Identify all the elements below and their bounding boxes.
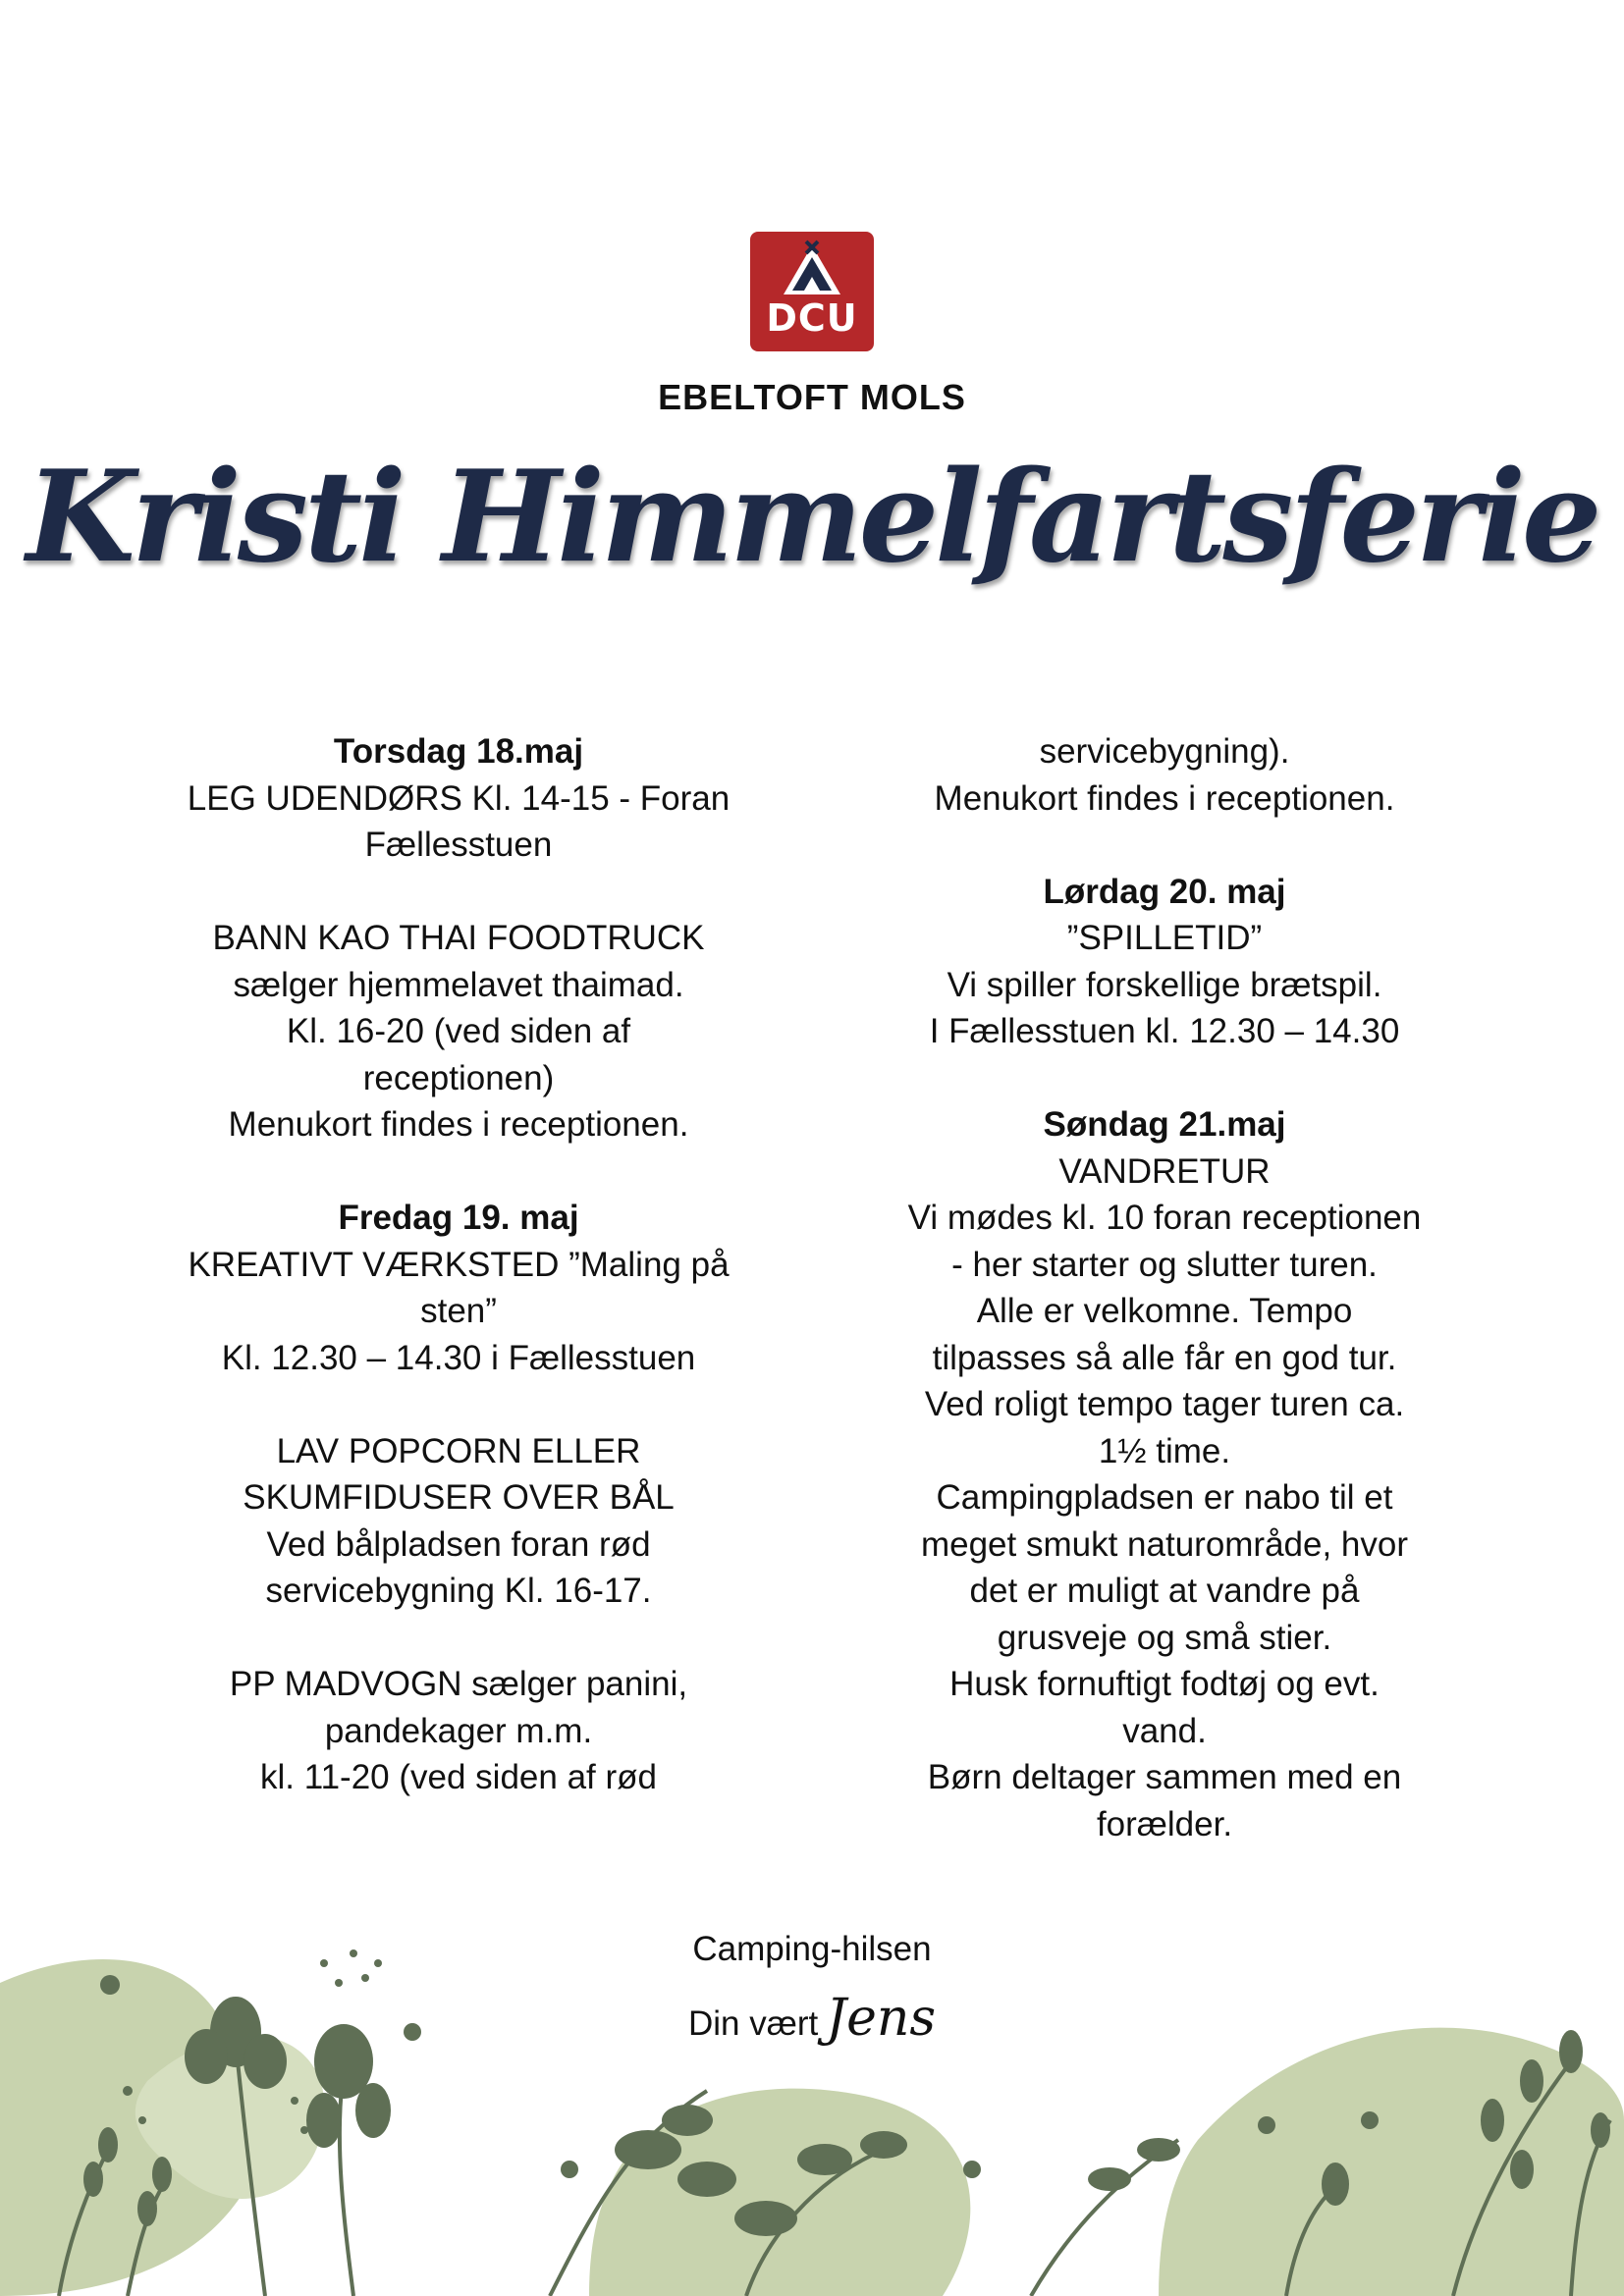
green-blob-center	[589, 2089, 970, 2296]
schedule-line: PP MADVOGN sælger panini,	[229, 1665, 688, 1703]
schedule-line: Campingpladsen er nabo til et	[936, 1478, 1393, 1517]
schedule-line: Ved roligt tempo tager turen ca.	[924, 1385, 1405, 1423]
schedule-line: Kl. 16-20 (ved siden af	[286, 1012, 631, 1050]
paragraph-gap	[144, 1148, 773, 1196]
schedule-line: Menukort findes i receptionen.	[934, 778, 1395, 818]
schedule-line: receptionen)	[362, 1058, 555, 1097]
schedule-line: pandekager m.m.	[324, 1711, 593, 1750]
signature-host	[0, 1989, 1624, 2048]
schedule-line: Alle er velkomne. Tempo	[976, 1292, 1353, 1330]
schedule-line: meget smukt naturområde, hvor	[920, 1524, 1409, 1564]
signature-greeting: Camping-hilsen	[692, 1930, 932, 1968]
schedule-line: KREATIVT VÆRKSTED ”Maling på	[188, 1245, 730, 1284]
schedule-line: det er muligt at vandre på	[969, 1572, 1360, 1610]
logo-text: DCU	[766, 296, 858, 340]
schedule-line: LEG UDENDØRS Kl. 14-15 - Foran	[187, 778, 731, 818]
paragraph-gap	[144, 1615, 773, 1662]
day-heading: Torsdag 18.maj	[333, 732, 584, 771]
schedule-line: Husk fornuftigt fodtøj og evt.	[949, 1665, 1380, 1703]
schedule-line: VANDRETUR	[1058, 1151, 1271, 1191]
host-prefix: Din vært	[687, 2004, 819, 2043]
schedule-line: Fællesstuen	[364, 826, 553, 864]
page-title: Kristi Himmelfartsferie	[26, 444, 1598, 591]
schedule-line: sten”	[420, 1292, 497, 1330]
schedule-line: Ved bålpladsen foran rød	[266, 1524, 651, 1564]
schedule-line: LAV POPCORN ELLER	[276, 1431, 641, 1470]
schedule-line: Menukort findes i receptionen.	[228, 1105, 689, 1144]
paragraph-gap	[850, 1055, 1479, 1102]
schedule-line: vand.	[1122, 1711, 1207, 1750]
green-blob-right	[1159, 2028, 1624, 2296]
schedule-line: Kl. 12.30 – 14.30 i Fællesstuen	[221, 1338, 696, 1377]
day-heading: Fredag 19. maj	[338, 1199, 579, 1237]
schedule-line: servicebygning).	[1039, 732, 1290, 771]
schedule-line: kl. 11-20 (ved siden af rød	[260, 1758, 657, 1796]
day-heading: Lørdag 20. maj	[1043, 872, 1286, 911]
schedule-line: 1½ time.	[1098, 1431, 1231, 1470]
schedule-line: I Fællesstuen kl. 12.30 – 14.30	[929, 1012, 1400, 1050]
day-heading: Søndag 21.maj	[1043, 1105, 1286, 1144]
paragraph-gap	[144, 1381, 773, 1428]
schedule-line: Børn deltager sammen med en	[927, 1758, 1402, 1796]
host-name: Jens	[826, 1989, 937, 2048]
schedule-left-column	[144, 728, 773, 1801]
schedule-line: SKUMFIDUSER OVER BÅL	[243, 1478, 675, 1517]
schedule-line: grusveje og små stier.	[997, 1618, 1332, 1657]
schedule-right-column	[850, 728, 1479, 1847]
schedule-line: ”SPILLETID”	[1066, 919, 1263, 957]
schedule-line: BANN KAO THAI FOODTRUCK	[212, 919, 705, 957]
schedule-line: forælder.	[1096, 1804, 1233, 1843]
paragraph-gap	[850, 822, 1479, 869]
dcu-logo	[750, 232, 874, 351]
park-name: EBELTOFT MOLS	[658, 377, 966, 417]
schedule-line: - her starter og slutter turen.	[951, 1245, 1378, 1284]
schedule-line: servicebygning Kl. 16-17.	[265, 1572, 652, 1610]
schedule-line: Vi mødes kl. 10 foran receptionen	[907, 1199, 1422, 1237]
botanical-decoration	[0, 1924, 1624, 2296]
schedule-line: Vi spiller forskellige brætspil.	[947, 965, 1382, 1004]
schedule-line: tilpasses så alle får en god tur.	[932, 1338, 1397, 1377]
schedule-line: sælger hjemmelavet thaimad.	[233, 965, 684, 1004]
paragraph-gap	[144, 869, 773, 916]
